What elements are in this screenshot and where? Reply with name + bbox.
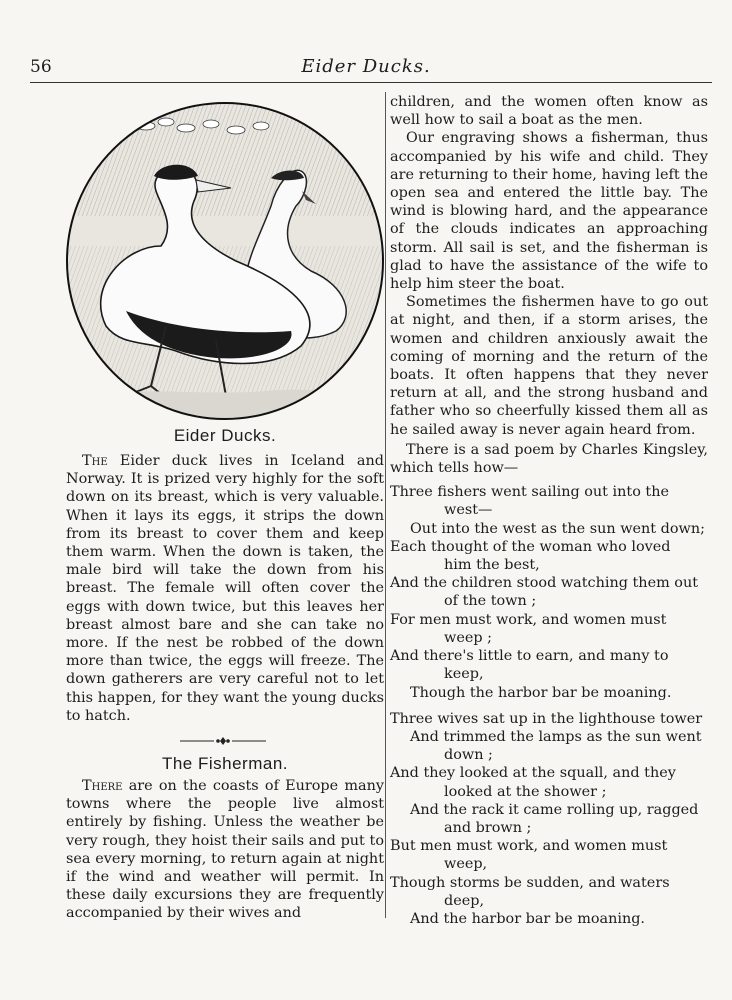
eider-ducks-heading: Eider Ducks. xyxy=(173,426,277,445)
poem-stanza-2 xyxy=(390,710,708,928)
fisherman-heading: The Fisherman. xyxy=(161,754,289,773)
poem-line: And they looked at the squall, and they xyxy=(390,765,676,782)
fisherman-continued: children, and the women often know as well how to sail a boat as the men. xyxy=(390,94,708,129)
poem-line: And the children stood watching them out xyxy=(390,575,699,592)
poem-line: Out into the west as the sun went down; xyxy=(410,520,705,537)
poem-line: looked at the shower ; xyxy=(444,783,607,800)
poem-line: And trimmed the lamps as the sun went xyxy=(410,728,702,745)
poem-line: weep, xyxy=(444,856,488,873)
poem-line: and brown ; xyxy=(444,819,532,836)
poem-line: down ; xyxy=(444,747,493,764)
fisherman-para-2: Our engraving shows a fisherman, thus accompanied by his wife and child. They are returning to their home, having left the open sea and entered the little bay. The wind is blowing hard, and the appearance of the clouds indicates an approaching storm. All sail is set, and the fisherman is glad to have the assistance of the wife to help him steer the boat. xyxy=(390,130,708,293)
column-rule xyxy=(385,92,386,918)
poem-line: Though storms be sudden, and waters xyxy=(390,874,670,891)
fisherman-body xyxy=(66,777,384,923)
poem-line: For men must work, and women must xyxy=(390,611,667,628)
poem-stanza-1 xyxy=(390,483,708,701)
poem-line: west— xyxy=(444,502,493,519)
poem-line: Three wives sat up in the lighthouse tower xyxy=(390,710,703,727)
poem-line: And the rack it came rolling up, ragged xyxy=(410,801,699,818)
lead-word-there: There xyxy=(82,778,123,794)
eider-ducks-body xyxy=(66,452,384,725)
section-divider xyxy=(180,736,266,746)
poem-line: Three fishers went sailing out into the xyxy=(390,484,669,501)
eider-ducks-engraving xyxy=(66,96,384,426)
poem-line: him the best, xyxy=(444,557,540,574)
poem-line: Each thought of the woman who loved xyxy=(390,538,671,555)
fisherman-text-left: are on the coasts of Europe many towns where the people live almost entirely by fishing. Unless the weather be very rough, they hoist their sails and put to sea every morning, to return again at night if the wind and weather will permit. In these daily excursions they are frequently accompanied by their wives and xyxy=(66,778,385,922)
poem-line: weep ; xyxy=(444,629,492,646)
eider-ducks-text: Eider duck lives in Iceland and Norway. It is prized very highly for the soft down on its breast, which is very valuable. When it lays its eggs, it strips the down from its breast to cover them and keep them warm. When the down is taken, the male bird will take the down from his breast. The female will often cover the eggs with down twice, but this leaves her breast almost bare and she can take no more. If the nest be robbed of the down more than twice, the eggs will freeze. The down gatherers are very careful not to let this happen, for they want the young ducks to hatch. xyxy=(66,453,384,724)
poem-line: deep, xyxy=(444,892,485,909)
fisherman-para-4: There is a sad poem by Charles Kingsley, which tells how— xyxy=(390,441,708,477)
poem-line: Though the harbor bar be moaning. xyxy=(410,684,672,701)
poem-line: keep, xyxy=(444,666,484,683)
poem-line: And the harbor bar be moaning. xyxy=(410,910,646,927)
poem-line: of the town ; xyxy=(444,593,537,610)
page-number: 56 xyxy=(30,57,52,77)
running-title: Eider Ducks. xyxy=(301,56,431,77)
poem-line: But men must work, and women must xyxy=(390,838,668,855)
fisherman-para-3: Sometimes the fishermen have to go out at night, and then, if a storm arises, the women and children anxiously await the coming of morning and the return of the boats. It often happens that they never return at all, and the strong husband and father who so cheerfully kissed them all as he sailed away is never again heard from. xyxy=(390,294,708,438)
lead-word: The xyxy=(82,453,108,469)
poem-line: And there's little to earn, and many to xyxy=(390,648,669,665)
header-rule xyxy=(30,82,712,83)
